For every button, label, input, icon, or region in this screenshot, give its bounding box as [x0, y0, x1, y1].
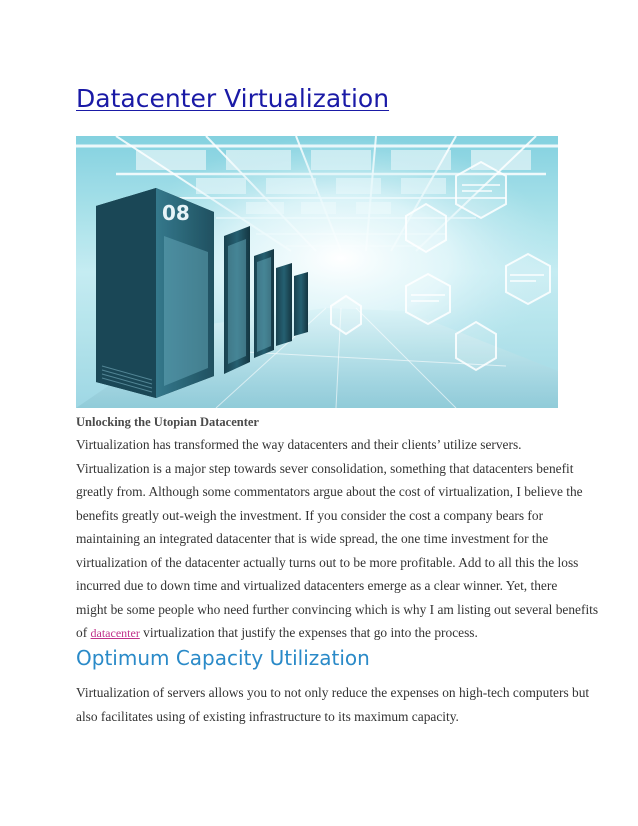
paragraph-line: also facilitates using of existing infrastructure to its maximum capacity. — [76, 708, 459, 724]
paragraph-line: might be some people who need further convincing which is why I am listing out several benefits — [76, 601, 599, 617]
image-caption: Unlocking the Utopian Datacenter — [76, 415, 259, 429]
last-line-prefix: of — [76, 625, 91, 640]
paragraph-line: Virtualization has transformed the way datacenters and their clients’ utilize servers. — [76, 437, 522, 452]
paragraph-line: Virtualization of servers allows you to not only reduce the expenses on high-tech computers but — [76, 685, 590, 700]
paragraph-line: greatly from. Although some commentators argue about the cost of virtualization, I believe the — [76, 484, 583, 499]
section-heading: Optimum Capacity Utilization — [76, 646, 370, 670]
paragraph-last-line — [76, 621, 562, 645]
rack-number-label: 08 — [162, 201, 190, 225]
intro-paragraph — [76, 433, 599, 645]
page-title[interactable]: Datacenter Virtualization — [76, 84, 390, 113]
datacenter-hero-image — [76, 136, 558, 408]
paragraph-line: maintaining an integrated datacenter that is wide spread, the one time investment for the — [76, 531, 549, 546]
hero-sheen — [76, 136, 558, 408]
capacity-paragraph — [76, 681, 590, 728]
last-line-suffix: virtualization that justify the expenses that go into the process. — [139, 625, 478, 640]
paragraph-line: benefits greatly out-weigh the investment. If you consider the cost a company bears for — [76, 507, 544, 523]
paragraph-line: virtualization of the datacenter actually turns out to be more profitable. Add to all this the loss — [76, 554, 579, 570]
paragraph-line: Virtualization is a major step towards sever consolidation, something that datacenters benefit — [76, 460, 574, 476]
datacenter-link[interactable]: datacenter — [90, 626, 140, 640]
paragraph-line: incurred due to down time and virtualized datacenters emerge as a clear winner. Yet, there — [76, 578, 558, 593]
